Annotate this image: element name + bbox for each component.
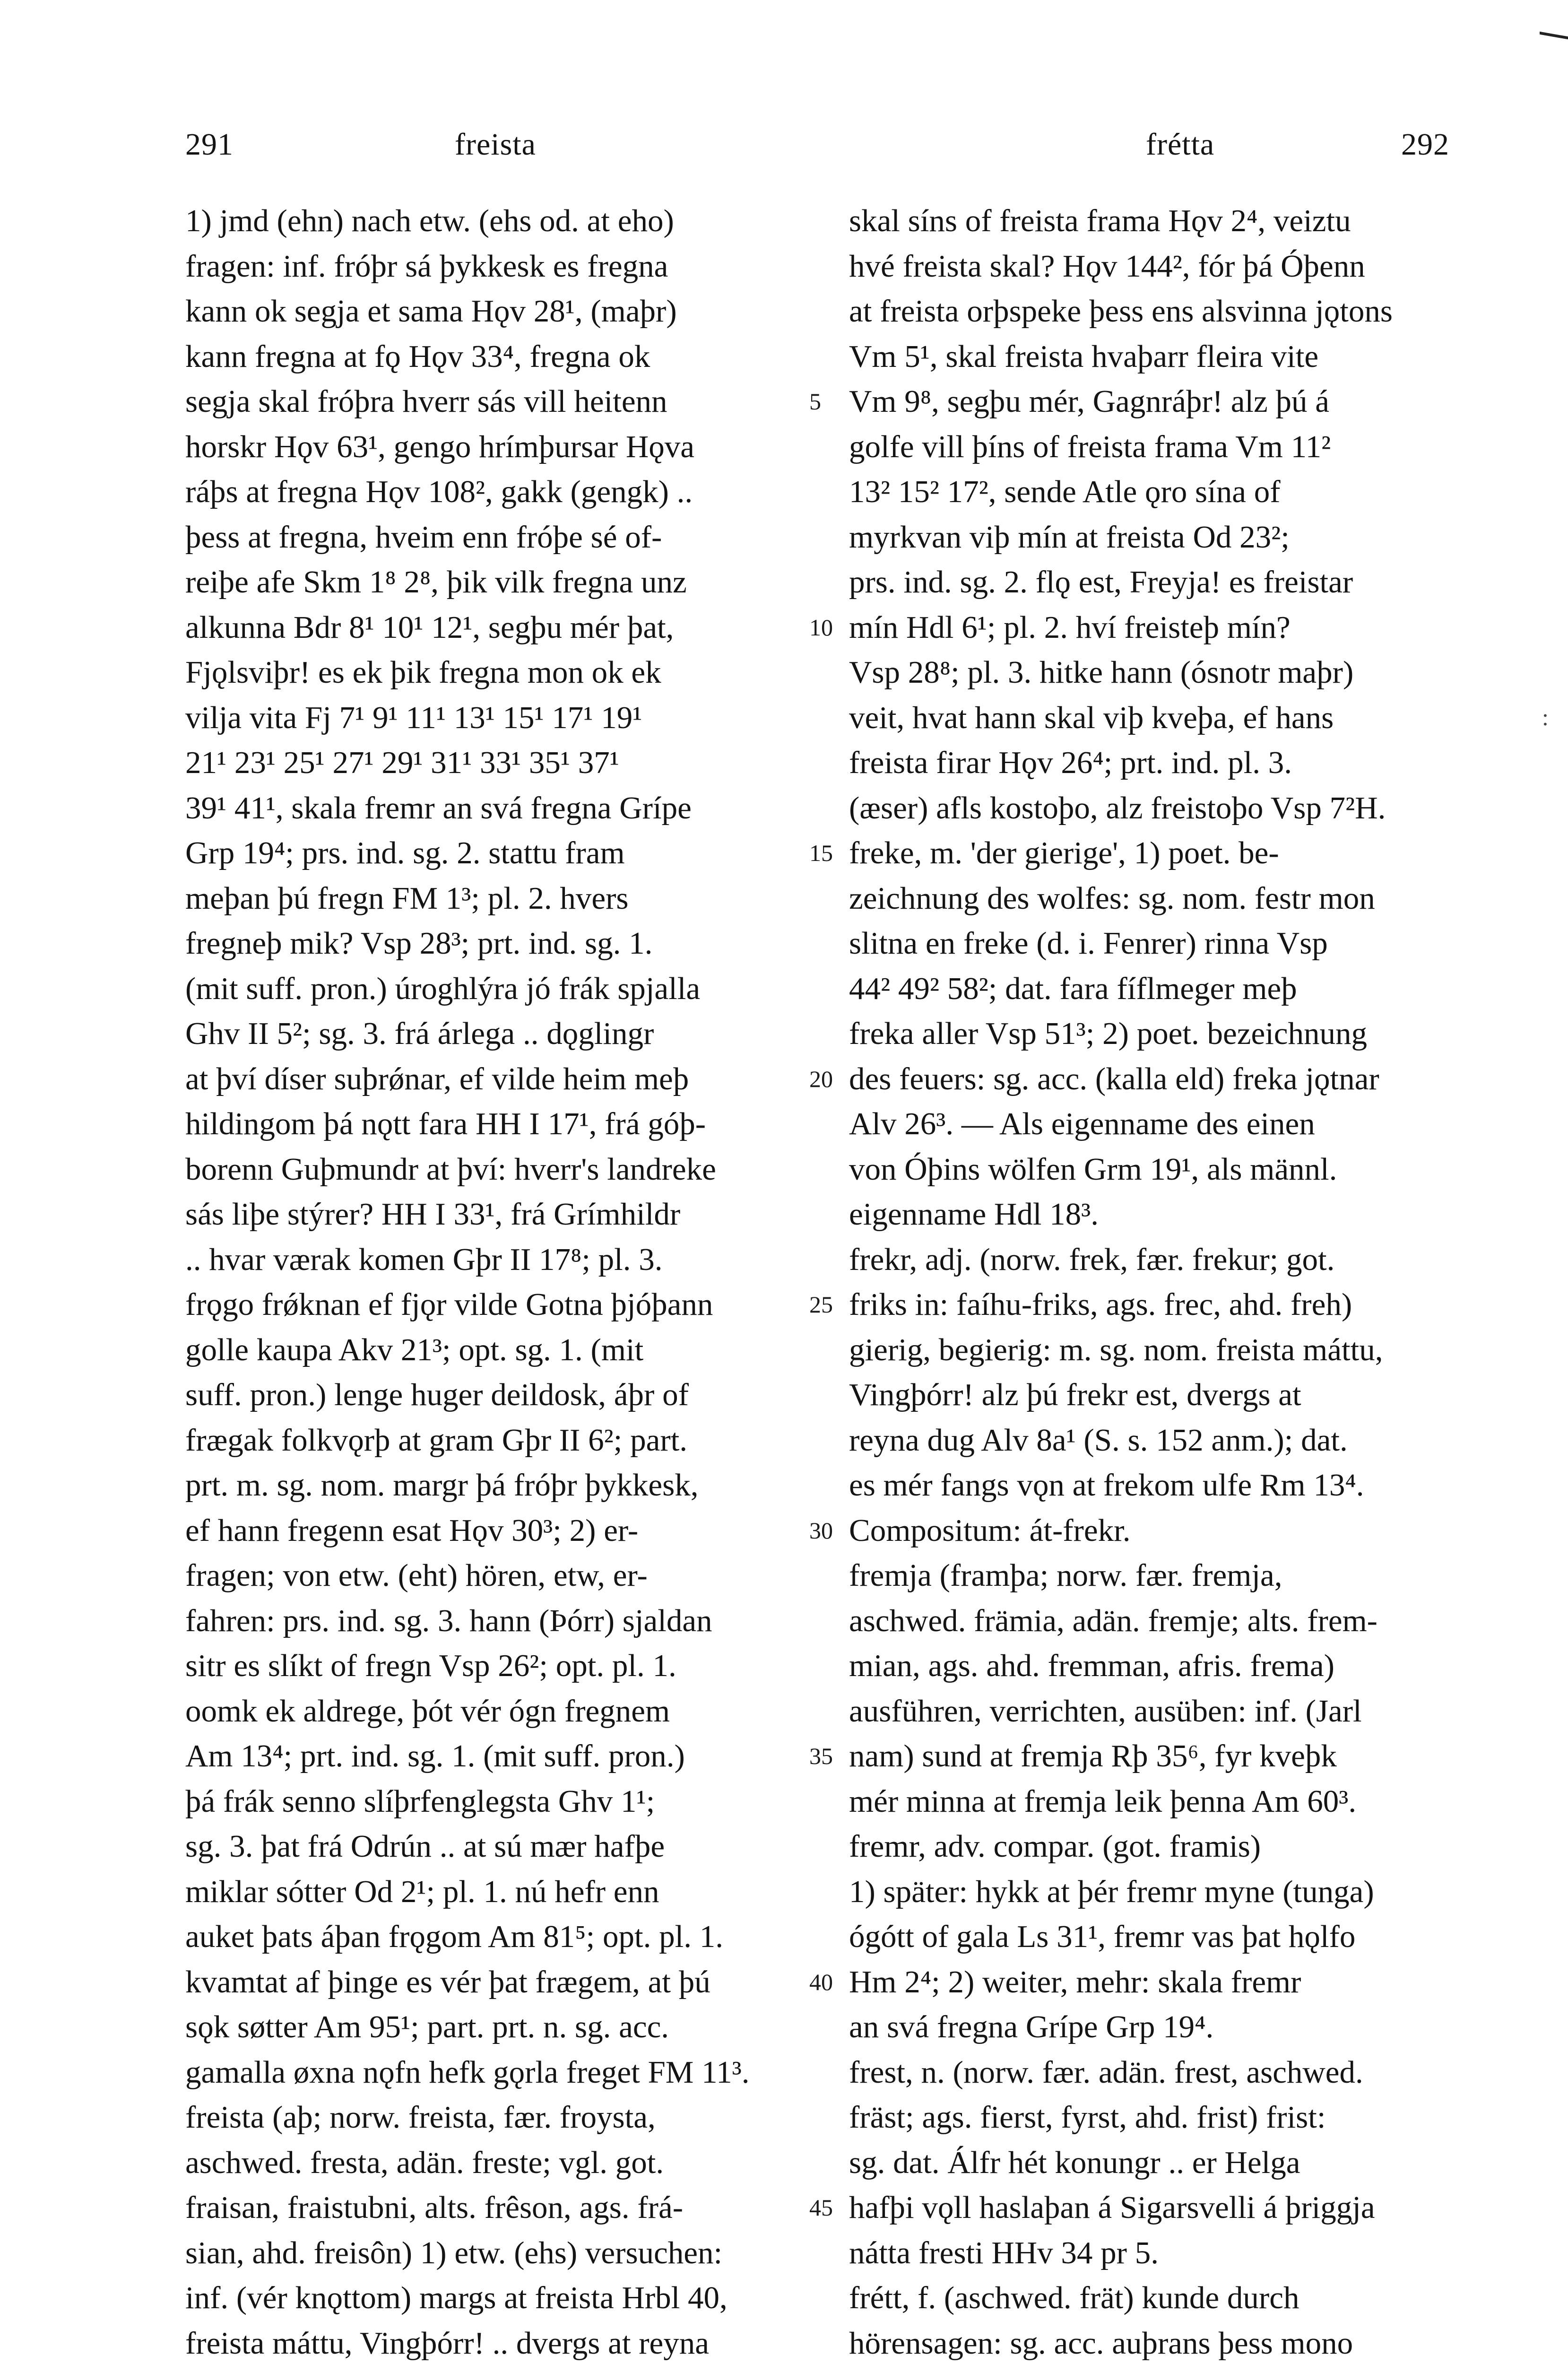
text-line: þess at fregna, hveim enn fróþe sé of- [185, 519, 662, 555]
line-number: 35 [809, 1743, 833, 1769]
text-line: hörensagen: sg. acc. auþrans þess mono [849, 2325, 1353, 2361]
text-line: .. hvar værak komen Gþr II 17⁸; pl. 3. [185, 1242, 663, 1277]
text-line: 21¹ 23¹ 25¹ 27¹ 29¹ 31¹ 33¹ 35¹ 37¹ [185, 745, 619, 780]
text-line: des feuers: sg. acc. (kalla eld) freka jǫtnar [849, 1061, 1379, 1096]
text-line: frétt, f. (aschwed. frät) kunde durch [849, 2280, 1299, 2315]
text-line: freista máttu, Vingþórr! .. dvergs at reyna [185, 2325, 709, 2361]
left-text-column [185, 199, 805, 2364]
text-line: (mit suff. pron.) úroghlýra jó frák spjalla [185, 971, 701, 1006]
text-line: horskr Hǫv 63¹, gengo hrímþursar Hǫva [185, 429, 695, 464]
text-line: golle kaupa Akv 21³; opt. sg. 1. (mit [185, 1332, 644, 1367]
line-number: 10 [809, 614, 833, 641]
text-line: freista (aþ; norw. freista, fær. froysta, [185, 2100, 656, 2135]
text-line: ógótt of gala Ls 31¹, fremr vas þat hǫlfo [849, 1919, 1356, 1954]
margin-mark: : [1542, 704, 1549, 730]
line-number: 5 [809, 388, 821, 415]
text-line: freka aller Vsp 51³; 2) poet. bezeichnung [849, 1016, 1368, 1051]
text-line: mér minna at fremja leik þenna Am 60³. [849, 1783, 1357, 1819]
text-line: veit, hvat hann skal viþ kveþa, ef hans [849, 700, 1334, 735]
text-line: Compositum: át-frekr. [849, 1512, 1131, 1548]
text-line: vilja vita Fj 7¹ 9¹ 11¹ 13¹ 15¹ 17¹ 19¹ [185, 700, 642, 735]
text-line: fräst; ags. fierst, fyrst, ahd. frist) frist: [849, 2100, 1326, 2135]
text-line: reyna dug Alv 8a¹ (S. s. 152 anm.); dat. [849, 1422, 1348, 1458]
text-line: Ghv II 5²; sg. 3. frá árlega .. dǫglingr [185, 1016, 654, 1051]
line-number: 40 [809, 1968, 833, 1995]
text-line: prs. ind. sg. 2. flǫ est, Freyja! es freistar [849, 565, 1353, 600]
text-line: nam) sund at fremja Rþ 35⁶, fyr kveþk [849, 1738, 1337, 1773]
text-line: Hm 2⁴; 2) weiter, mehr: skala fremr [849, 1964, 1301, 1999]
text-line: 13² 15² 17², sende Atle ǫro sína of [849, 474, 1281, 509]
text-line: segja skal fróþra hverr sás vill heitenn [185, 384, 667, 419]
text-line: fraisan, fraistubni, alts. frêson, ags. frá- [185, 2190, 684, 2225]
scan-corner-mark [1540, 32, 1568, 59]
text-line: ráþs at fregna Hǫv 108², gakk (gengk) .. [185, 474, 693, 509]
text-line: sg. 3. þat frá Odrún .. at sú mær hafþe [185, 1829, 665, 1864]
text-line: skal síns of freista frama Hǫv 2⁴, veiztu [849, 203, 1351, 238]
text-line: 44² 49² 58²; dat. fara fíflmeger meþ [849, 971, 1297, 1006]
text-line: sian, ahd. freisôn) 1) etw. (ehs) versuchen: [185, 2235, 723, 2270]
text-line: von Óþins wölfen Grm 19¹, als männl. [849, 1151, 1337, 1187]
text-line: myrkvan viþ mín at freista Od 23²; [849, 519, 1290, 555]
text-line: ausführen, verrichten, ausüben: inf. (Jarl [849, 1693, 1362, 1729]
text-line: fragen: inf. fróþr sá þykkesk es fregna [185, 248, 668, 284]
text-line: miklar sótter Od 2¹; pl. 1. nú hefr enn [185, 1874, 659, 1909]
text-line: 1) später: hykk at þér fremr myne (tunga) [849, 1874, 1374, 1909]
text-line: gierig, begierig: m. sg. nom. freista máttu, [849, 1332, 1383, 1367]
text-line: fahren: prs. ind. sg. 3. hann (Þórr) sjaldan [185, 1603, 712, 1638]
line-number: 20 [809, 1065, 833, 1092]
text-line: slitna en freke (d. i. Fenrer) rinna Vsp [849, 926, 1328, 961]
text-line: sg. dat. Álfr hét konungr .. er Helga [849, 2145, 1300, 2180]
line-number: 25 [809, 1291, 833, 1318]
left-running-headword: freista [455, 127, 536, 162]
left-page-number: 291 [185, 127, 234, 162]
text-line: zeichnung des wolfes: sg. nom. festr mon [849, 880, 1375, 916]
text-line: frǫgo frǿknan ef fjǫr vilde Gotna þjóþann [185, 1287, 713, 1322]
text-line: hildingom þá nǫtt fara HH I 17¹, frá góþ- [185, 1106, 706, 1141]
text-line: alkunna Bdr 8¹ 10¹ 12¹, segþu mér þat, [185, 609, 674, 645]
text-line: nátta fresti HHv 34 pr 5. [849, 2235, 1159, 2270]
text-line: at freista orþspeke þess ens alsvinna jǫtons [849, 294, 1393, 329]
line-number: 15 [809, 840, 833, 866]
text-line: friks in: faíhu-friks, ags. frec, ahd. freh) [849, 1287, 1352, 1322]
text-line: oomk ek aldrege, þót vér ógn fregnem [185, 1693, 670, 1729]
text-line: prt. m. sg. nom. margr þá fróþr þykkesk, [185, 1468, 699, 1503]
text-line: Grp 19⁴; prs. ind. sg. 2. stattu fram [185, 835, 625, 870]
text-line: fremja (framþa; norw. fær. fremja, [849, 1558, 1282, 1593]
line-number: 30 [809, 1517, 833, 1544]
text-line: gamalla øxna nǫfn hefk gǫrla freget FM 11³. [185, 2054, 750, 2090]
text-line: at því díser suþrǿnar, ef vilde heim meþ [185, 1061, 689, 1096]
text-line: inf. (vér knǫttom) margs at freista Hrbl 40, [185, 2280, 728, 2315]
text-line: Vingþórr! alz þú frekr est, dvergs at [849, 1377, 1301, 1412]
text-line: fragen; von etw. (eht) hören, etw, er- [185, 1558, 648, 1593]
text-line: sitr es slíkt of fregn Vsp 26²; opt. pl. 1. [185, 1648, 676, 1683]
text-line: Vsp 28⁸; pl. 3. hitke hann (ósnotr maþr) [849, 655, 1354, 690]
text-line: kann ok segja et sama Hǫv 28¹, (maþr) [185, 294, 677, 329]
text-line: Fjǫlsviþr! es ek þik fregna mon ok ek [185, 655, 661, 690]
text-line: 39¹ 41¹, skala fremr an svá fregna Grípe [185, 790, 692, 826]
text-line: fregneþ mik? Vsp 28³; prt. ind. sg. 1. [185, 926, 653, 961]
right-running-headword: frétta [1146, 127, 1215, 162]
text-line: frest, n. (norw. fær. adän. frest, aschwed. [849, 2054, 1363, 2090]
line-number: 45 [809, 2194, 833, 2221]
text-line: Vm 9⁸, segþu mér, Gagnráþr! alz þú á [849, 384, 1330, 419]
text-line: mín Hdl 6¹; pl. 2. hví freisteþ mín? [849, 609, 1291, 645]
text-line: aschwed. fresta, adän. freste; vgl. got. [185, 2145, 664, 2180]
text-line: kann fregna at fǫ Hǫv 33⁴, fregna ok [185, 339, 650, 374]
text-line: freke, m. 'der gierige', 1) poet. be- [849, 835, 1279, 870]
text-line: auket þats áþan frǫgom Am 81⁵; opt. pl. 1. [185, 1919, 723, 1954]
text-line: (æser) afls kostoþo, alz freistoþo Vsp 7²H. [849, 790, 1386, 826]
text-line: sǫk søtter Am 95¹; part. prt. n. sg. acc. [185, 2009, 669, 2044]
text-line: es mér fangs vǫn at frekom ulfe Rm 13⁴. [849, 1468, 1364, 1503]
text-line: hafþi vǫll haslaþan á Sigarsvelli á þriggja [849, 2190, 1375, 2225]
text-line: eigenname Hdl 18³. [849, 1197, 1099, 1232]
text-line: Vm 5¹, skal freista hvaþarr fleira vite [849, 339, 1319, 374]
text-line: meþan þú fregn FM 1³; pl. 2. hvers [185, 880, 629, 916]
text-line: reiþe afe Skm 1⁸ 2⁸, þik vilk fregna unz [185, 565, 687, 600]
text-line: an svá fregna Grípe Grp 19⁴. [849, 2009, 1214, 2044]
text-line: kvamtat af þinge es vér þat frægem, at þú [185, 1964, 710, 1999]
right-text-column [849, 199, 1478, 2364]
text-line: hvé freista skal? Hǫv 144², fór þá Óþenn [849, 248, 1365, 284]
text-line: freista firar Hǫv 26⁴; prt. ind. pl. 3. [849, 745, 1292, 780]
text-line: frægak folkvǫrþ at gram Gþr II 6²; part. [185, 1422, 687, 1458]
text-line: sás liþe stýrer? HH I 33¹, frá Grímhildr [185, 1197, 681, 1232]
text-line: Am 13⁴; prt. ind. sg. 1. (mit suff. pron.) [185, 1738, 685, 1773]
text-line: ef hann fregenn esat Hǫv 30³; 2) er- [185, 1512, 639, 1548]
text-line: borenn Guþmundr at því: hverr's landreke [185, 1151, 716, 1187]
text-line: Alv 26³. — Als eigenname des einen [849, 1106, 1315, 1141]
text-line: þá frák senno slíþrfenglegsta Ghv 1¹; [185, 1783, 655, 1819]
text-line: mian, ags. ahd. fremman, afris. frema) [849, 1648, 1334, 1683]
text-line: aschwed. främia, adän. fremje; alts. frem- [849, 1603, 1377, 1638]
text-line: suff. pron.) lenge huger deildosk, áþr of [185, 1377, 689, 1412]
right-page-number: 292 [1401, 127, 1449, 162]
text-line: frekr, adj. (norw. frek, fær. frekur; got. [849, 1242, 1335, 1277]
text-line: 1) jmd (ehn) nach etw. (ehs od. at eho) [185, 203, 674, 238]
text-line: fremr, adv. compar. (got. framis) [849, 1829, 1261, 1864]
text-line: golfe vill þíns of freista frama Vm 11² [849, 429, 1331, 464]
